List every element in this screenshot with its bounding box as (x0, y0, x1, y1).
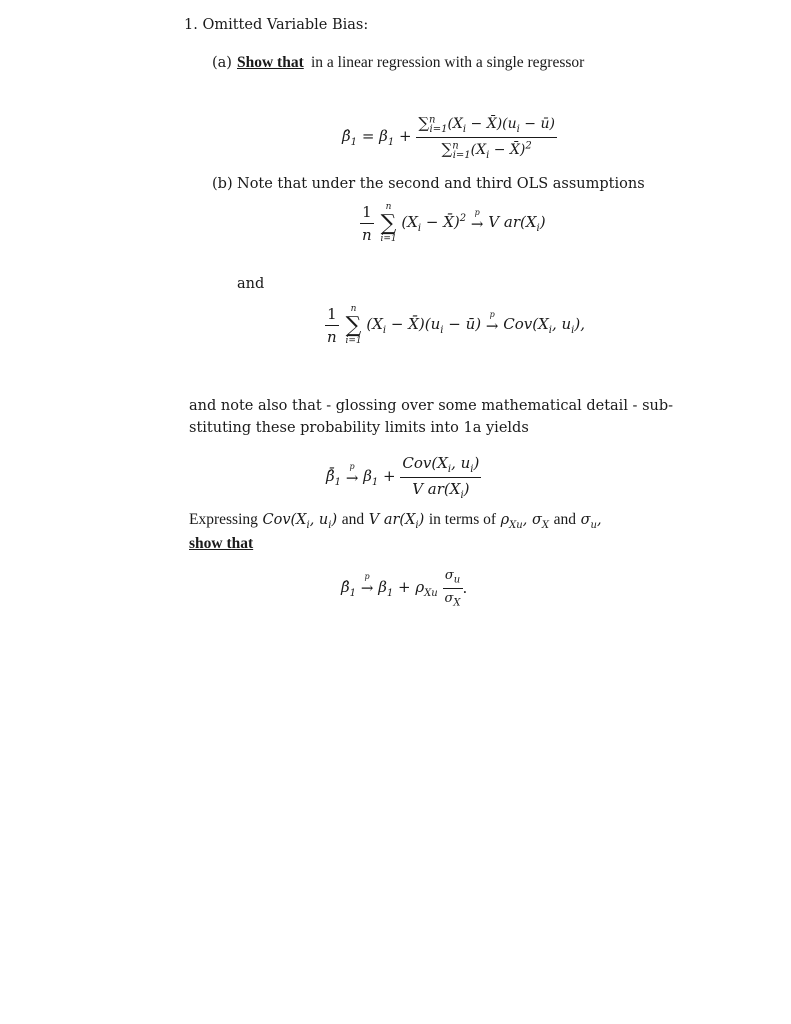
show-that-a: Show that (237, 54, 304, 71)
eq4-numerator: $Cov(X_i$, $u_i$) (402, 454, 480, 475)
equation-3: $\frac{1}{n}$ n ∑ i=1 ($X_i$ − $X̄)(u_i$ − ū) → p $Cov(X_i$, $u_i$), (327, 304, 585, 347)
part-b-text: Note that under the second and third OLS assumptions (237, 176, 645, 192)
expressing-line: Expressing $Cov(X_i$, $u_i$) and V $ar(X_i)$ in terms of $\rho_{Xu}$, $\sigma_X$ and $\sigma_u$, (189, 511, 602, 531)
part-a-text: in a linear regression with a single regressor (311, 54, 585, 71)
part-b-label: (b) (212, 176, 233, 192)
equation-1: $\betâ_1 = \beta_1$ + $\frac{\sum^n_{i=1}(X_i - X̄)(u_i - ū)}{\sum^n_{i=1}(X_i - X̄)^2}$ (342, 114, 555, 161)
part-a-label: (a) (212, 55, 232, 71)
equation-5: $\betâ_1$ → p $\beta_1 + \rho_{Xu}$ $\frac{\sigma_u}{\sigma_X}$ . (341, 568, 468, 609)
section-heading: 1. Omitted Variable Bias: (184, 17, 369, 33)
show-that-b: show that (189, 535, 254, 552)
equation-4: $\betâ̄_1$ → p $\beta_1$ + $\frac{Cov(X_i, u_i)}{V ar(X_i)}$ (326, 454, 480, 501)
note-line-2: stituting these probability limits into 1a yields (189, 420, 529, 436)
eq4-denominator: V $ar(X_i)$ (400, 477, 481, 501)
and-word: and (237, 276, 265, 292)
eq1-numerator: $\sum^n_{i=1}(X_i$ − $X̄)(u_i$ − ū) (418, 114, 555, 135)
eq1-denominator: $\sum^n_{i=1}(X_i$ − X̄)$^2$ (416, 137, 557, 161)
note-line-1: and note also that - glossing over some mathematical detail - sub- (189, 398, 674, 414)
equation-2: $\frac{1}{n}$ n ∑ i=1 ($X_i$ − X̄)$^2$ → p V $ar(X_i)$ (362, 202, 546, 245)
